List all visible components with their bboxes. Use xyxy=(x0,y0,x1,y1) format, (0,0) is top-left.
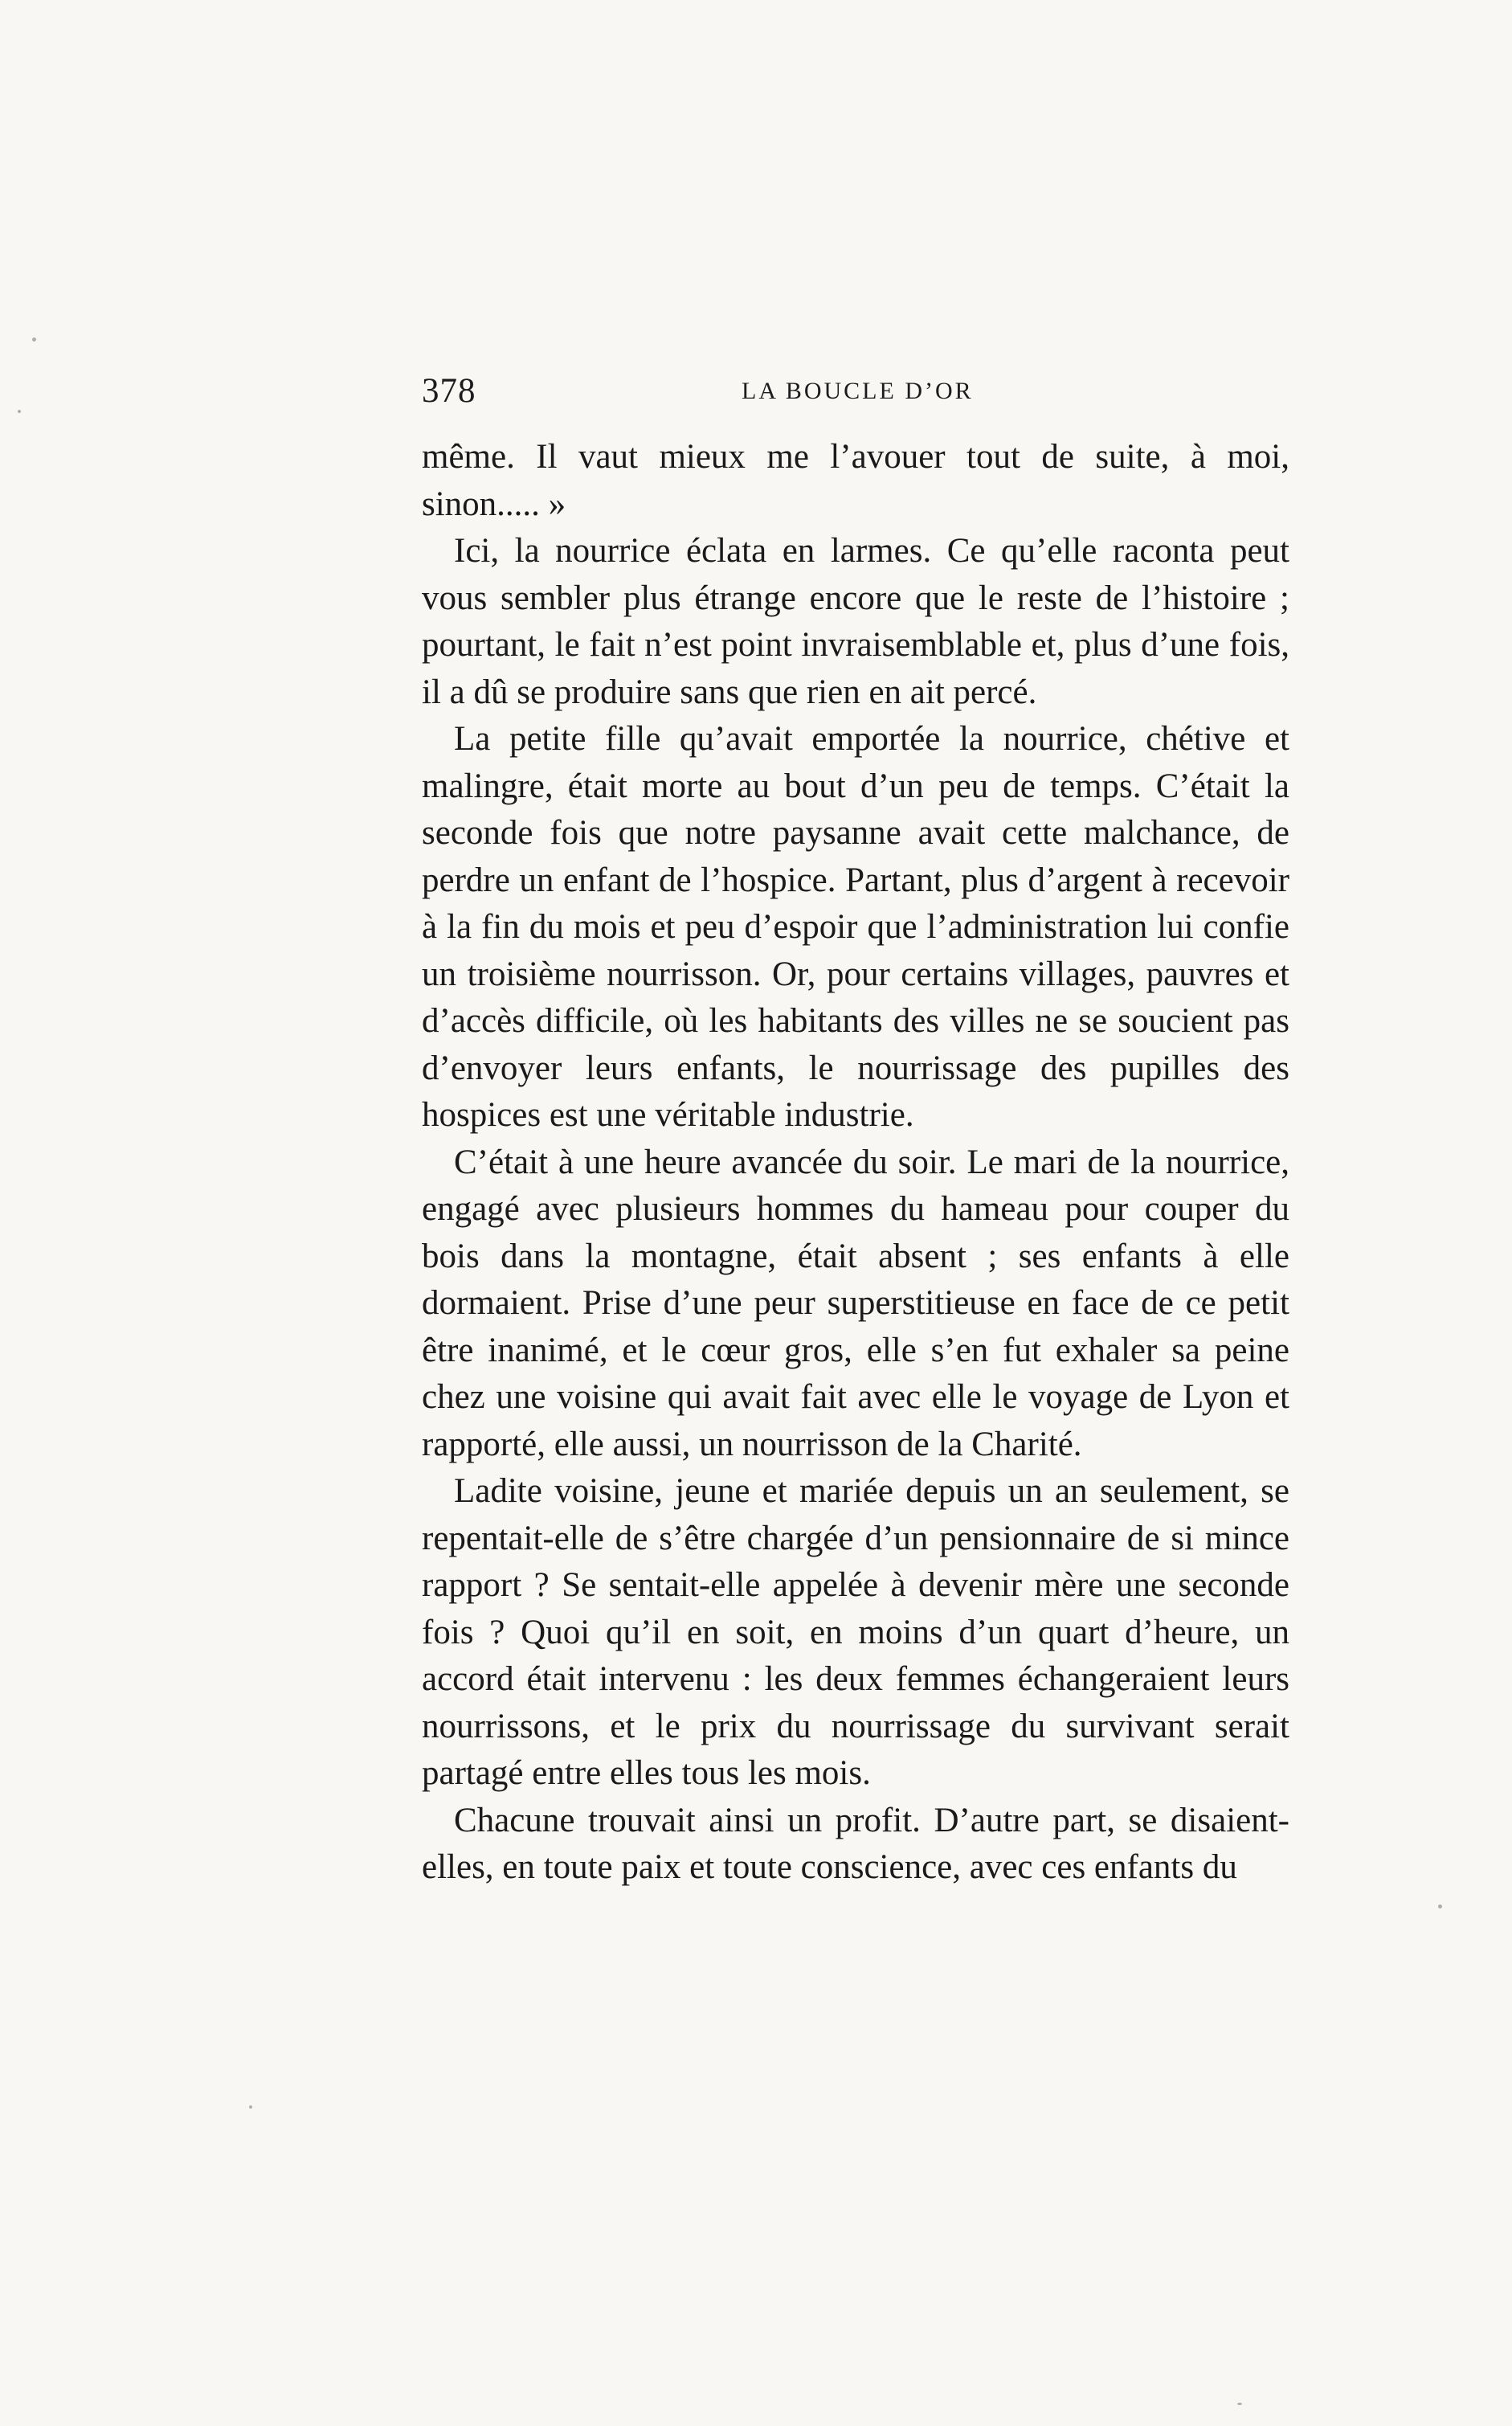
paragraph: Chacune trouvait ainsi un profit. D’autre part, se disaientelles, en toute paix et toute conscience, avec ces enfants du xyxy=(422,1801,1289,1886)
body-text xyxy=(422,434,1289,1892)
page-number: 378 xyxy=(422,372,476,410)
paragraph: C’était à une heure avancée du soir. Le mari de la nourrice, engagé avec plusieurs hommes du hameau pour couper du bois dans la montagne, était absent ; ses enfants à elle dormaient. Prise d’une peur superstitieuse en face de ce petit être inanimé, et le cœur gros, elle s’en fut exhaler sa peine chez une voisine qui avait fait avec elle le voyage de Lyon et rapporté, elle aussi, un nourrisson de la Charité. xyxy=(422,1143,1289,1463)
paper-speck xyxy=(1438,1904,1442,1908)
paragraph: même. Il vaut mieux me l’avouer tout de suite, à moi, sinon..... » xyxy=(422,438,1289,523)
paper-speck xyxy=(249,2105,252,2109)
paper-speck xyxy=(32,338,36,342)
paper-speck xyxy=(18,410,21,413)
paragraph: Ici, la nourrice éclata en larmes. Ce qu’elle raconta peut vous sembler plus étrange encore que le reste de l’histoire ; pourtant, le fait n’est point invraisemblable et, plus d’une fois, il a dû se produire sans que rien en ait percé. xyxy=(422,532,1289,711)
running-title: LA BOUCLE D’OR xyxy=(742,378,974,404)
paragraph: Ladite voisine, jeune et mariée depuis un an seulement, se repentait-elle de s’être chargée d’un pensionnaire de si mince rapport ? Se sentait-elle appelée à devenir mère une seconde fois ? Quoi qu’il en soit, en moins d’un quart d’heure, un accord était intervenu : les deux femmes échangeraient leurs nourrissons, et le prix du nourrissage du survivant serait partagé entre elles tous les mois. xyxy=(422,1472,1289,1792)
paragraph: La petite fille qu’avait emportée la nourrice, chétive et malingre, était morte au bout d’un peu de temps. C’était la seconde fois que notre paysanne avait cette malchance, de perdre un enfant de l’hospice. Partant, plus d’argent à recevoir à la fin du mois et peu d’espoir que l’administration lui confie un troisième nourrisson. Or, pour certains villages, pauvres et d’accès difficile, où les habitants des villes ne se soucient pas d’envoyer leurs enfants, le nourrissage des pupilles des hospices est une véritable industrie. xyxy=(422,720,1289,1134)
page-header xyxy=(422,371,1289,419)
paper-speck xyxy=(1237,2403,1242,2405)
